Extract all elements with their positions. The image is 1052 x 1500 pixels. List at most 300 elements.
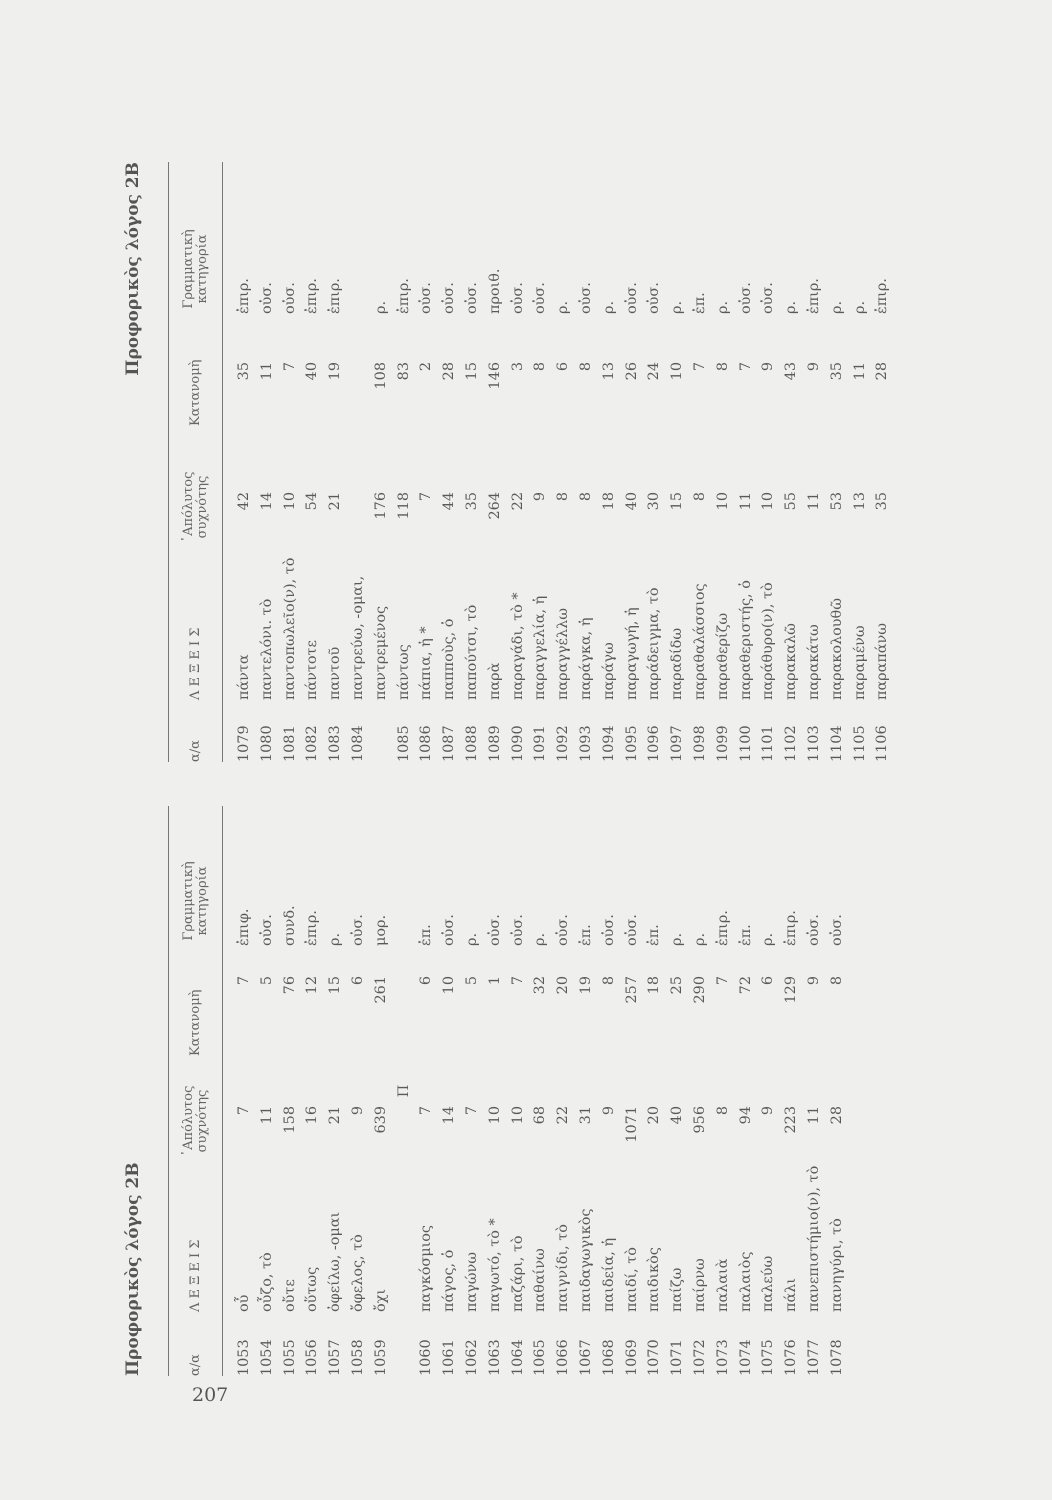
- entry-range: 8: [828, 976, 845, 986]
- entry-number: 1065: [532, 1339, 549, 1376]
- table-row: [302, 806, 325, 1376]
- entry-word: πανεπιστήμιο(ν), τὸ: [805, 1165, 822, 1312]
- entry-grammar-category: ἐπιρ.: [395, 278, 412, 314]
- entry-range: 25: [669, 976, 686, 995]
- column-header-frequency-line2: συχνότης: [195, 1089, 210, 1153]
- entry-range: 40: [304, 362, 321, 381]
- entry-frequency: 35: [874, 492, 891, 511]
- entry-word: παγώνω: [463, 1252, 480, 1312]
- entry-word: παράδειγμα, τὸ: [646, 587, 663, 700]
- entry-frequency: 7: [236, 1106, 252, 1116]
- entry-number: 1062: [463, 1339, 480, 1376]
- entry-range: 15: [463, 362, 480, 381]
- entry-grammar-category: ἐπιρ.: [304, 910, 321, 946]
- table-row: [530, 806, 553, 1376]
- header-rule-top: [168, 162, 169, 762]
- entry-number: 1056: [304, 1339, 321, 1376]
- entry-frequency: 8: [555, 492, 572, 502]
- entry-grammar-category: μορ.: [372, 914, 389, 946]
- entry-frequency: 68: [532, 1106, 549, 1125]
- header-rule-bottom: [222, 806, 223, 1376]
- entry-grammar-category: ἐπιρ.: [327, 278, 344, 314]
- table-row: [827, 806, 850, 1376]
- entry-range: 72: [737, 976, 754, 995]
- entry-grammar-category: ἐπιρ.: [714, 910, 731, 946]
- entry-range: 8: [600, 976, 617, 986]
- entry-number: 1070: [646, 1339, 663, 1376]
- entry-number: 1066: [555, 1339, 572, 1376]
- entry-frequency: 956: [691, 1106, 708, 1134]
- entry-word: παραπάνω: [874, 622, 891, 700]
- column-header-range: Κατανομὴ: [188, 359, 204, 426]
- table-row: [599, 162, 622, 762]
- entry-grammar-category: ρ.: [828, 300, 845, 314]
- entry-word: παντοπωλεῖο(ν), τὸ: [281, 557, 298, 700]
- entry-range: 19: [577, 976, 594, 995]
- entry-word: παιγνίδι, τὸ: [555, 1224, 572, 1312]
- entry-word: παπούτσι, τὸ: [463, 604, 480, 700]
- entry-grammar-category: οὐσ.: [509, 282, 526, 314]
- entry-word: παραγγέλλω: [555, 608, 572, 700]
- entry-number: 1067: [577, 1339, 594, 1376]
- entry-range: 11: [258, 362, 275, 381]
- entry-frequency: 14: [258, 492, 275, 511]
- entry-frequency: 30: [646, 492, 663, 511]
- table-row: [508, 806, 531, 1376]
- entry-number: 1053: [236, 1339, 252, 1376]
- entry-range: 35: [236, 362, 252, 381]
- entry-frequency: 11: [805, 1106, 822, 1125]
- table-row: [371, 162, 394, 762]
- entry-number: 1088: [463, 725, 480, 762]
- entry-frequency: 22: [555, 1106, 572, 1125]
- entry-word: οὖ: [236, 1294, 252, 1312]
- entry-frequency: 11: [737, 492, 754, 511]
- entry-range: 7: [236, 976, 252, 986]
- entry-word: παρακαλῶ: [783, 623, 800, 700]
- entry-frequency: 8: [577, 492, 594, 502]
- entry-frequency: 264: [486, 492, 503, 520]
- entry-number: 1100: [737, 725, 754, 762]
- entry-word: παράθυρο(ν), τὸ: [760, 582, 777, 700]
- entry-grammar-category: ρ.: [532, 932, 549, 946]
- entry-grammar-category: ρ.: [555, 300, 572, 314]
- entry-range: 5: [258, 976, 275, 986]
- entry-number: 1098: [691, 725, 708, 762]
- entry-frequency: 10: [760, 492, 777, 511]
- entry-frequency: 8: [691, 492, 708, 502]
- entry-frequency: 16: [304, 1106, 321, 1125]
- entry-grammar-category: οὐσ.: [441, 282, 458, 314]
- entry-word: οὖζο, τὸ: [258, 1252, 275, 1312]
- entry-range: 8: [532, 362, 549, 372]
- table-row: [781, 806, 804, 1376]
- entry-grammar-category: οὐσ.: [463, 282, 480, 314]
- entry-grammar-category: ἐπιρ.: [783, 910, 800, 946]
- entry-word: παλαιὸς: [737, 1251, 754, 1312]
- entry-number: 1081: [281, 725, 298, 762]
- entry-number: 1106: [874, 725, 891, 762]
- entry-frequency: 15: [669, 492, 686, 511]
- entry-word: παραθερίζω: [714, 612, 731, 700]
- entry-frequency: 22: [509, 492, 526, 511]
- entry-word: παιδαγωγικὸς: [577, 1208, 594, 1312]
- column-header-grammar-line2: κατηγορία: [195, 234, 210, 304]
- entry-grammar-category: οὐσ.: [646, 282, 663, 314]
- entry-number: 1086: [418, 725, 435, 762]
- column-header-no: α/α: [188, 1354, 204, 1376]
- entry-number: 1075: [760, 1339, 777, 1376]
- entry-number: 1069: [623, 1339, 640, 1376]
- entry-grammar-category: οὐσ.: [805, 914, 822, 946]
- entry-word: παρακάτω: [805, 624, 822, 700]
- running-head-right: Προφορικὸς λόγος 2Β: [123, 162, 143, 376]
- column-header-frequency-line1: ῾Απόλυτος: [181, 1085, 197, 1157]
- entry-word: παζάρι, τὸ: [509, 1235, 526, 1312]
- entry-frequency: 9: [600, 1106, 617, 1116]
- entry-range: 8: [714, 362, 731, 372]
- entry-grammar-category: οὐσ.: [600, 914, 617, 946]
- entry-word: παραγάδι, τὸ *: [509, 592, 526, 700]
- entry-frequency: 13: [851, 492, 868, 511]
- entry-number: 1073: [714, 1339, 731, 1376]
- entry-word: παντρεύω, -ομαι,: [349, 575, 366, 700]
- entry-grammar-category: οὐσ.: [623, 282, 640, 314]
- left-column-block: [0, 806, 1052, 1376]
- entry-number: 1089: [486, 725, 503, 762]
- table-row: [257, 806, 280, 1376]
- entry-range: 6: [760, 976, 777, 986]
- entry-frequency: 176: [372, 492, 389, 520]
- entry-frequency: 31: [577, 1106, 594, 1125]
- entry-word: ὄχι: [372, 1288, 389, 1312]
- entry-range: 7: [737, 362, 754, 372]
- entry-word: πάγος, ὁ: [441, 1249, 458, 1312]
- entry-range: 35: [828, 362, 845, 381]
- entry-frequency: 9: [532, 492, 549, 502]
- entry-grammar-category: ρ.: [327, 932, 344, 946]
- column-header-grammar-line2: κατηγορία: [195, 866, 210, 936]
- entry-number: 1095: [623, 725, 640, 762]
- entry-number: 1083: [327, 725, 344, 762]
- column-header-frequency: [176, 471, 216, 543]
- entry-word: οὕτως: [304, 1266, 321, 1312]
- entry-range: 5: [463, 976, 480, 986]
- entry-number: 1103: [805, 725, 822, 762]
- entry-range: 7: [714, 976, 731, 986]
- entry-frequency: 18: [600, 492, 617, 511]
- entry-number: 1071: [669, 1339, 686, 1376]
- table-row: [781, 162, 804, 762]
- table-row: [280, 806, 303, 1376]
- entry-number: 1063: [486, 1339, 503, 1376]
- entry-word: παντελόνι. τὸ: [258, 598, 275, 700]
- section-heading: [394, 806, 417, 1376]
- entry-grammar-category: οὐσ.: [349, 914, 366, 946]
- entry-range: 290: [691, 976, 708, 1004]
- table-row: [622, 806, 645, 1376]
- entry-number: 1061: [441, 1339, 458, 1376]
- entry-frequency: 10: [486, 1106, 503, 1125]
- entry-range: 146: [486, 362, 503, 390]
- entry-range: 19: [327, 362, 344, 381]
- table-row: [644, 806, 667, 1376]
- table-row: [553, 806, 576, 1376]
- entry-number: 1084: [349, 725, 366, 762]
- entry-range: 28: [874, 362, 891, 381]
- table-row: [462, 162, 485, 762]
- entry-range: 32: [532, 976, 549, 995]
- entry-number: 1057: [327, 1339, 344, 1376]
- section-letter: Π: [395, 1084, 412, 1098]
- entry-number: 1058: [349, 1339, 366, 1376]
- entry-range: 13: [600, 362, 617, 381]
- header-rule-top: [168, 806, 169, 1376]
- entry-word: παθαίνω: [532, 1248, 549, 1312]
- entry-frequency: 9: [349, 1106, 366, 1116]
- entry-number: 1077: [805, 1339, 822, 1376]
- entry-range: 6: [555, 362, 572, 372]
- entry-number: 1091: [532, 725, 549, 762]
- entry-grammar-category: οὐσ.: [532, 282, 549, 314]
- entry-number: 1072: [691, 1339, 708, 1376]
- entry-grammar-category: οὐσ.: [281, 282, 298, 314]
- entry-word: ὀφείλω, -ομαι: [327, 1211, 344, 1312]
- entry-range: 20: [555, 976, 572, 995]
- column-header-grammar-line1: Γραμματικὴ: [181, 229, 197, 309]
- entry-number: 1092: [555, 725, 572, 762]
- entry-range: 7: [281, 362, 298, 372]
- table-row: [462, 806, 485, 1376]
- entry-grammar-category: ρ.: [691, 932, 708, 946]
- entry-word: παραγγελία, ἡ: [532, 595, 549, 700]
- entry-grammar-category: οὐσ.: [828, 914, 845, 946]
- entry-grammar-category: οὐσ.: [555, 914, 572, 946]
- entry-word: παράγω: [600, 642, 617, 700]
- entry-word: παράγκα, ἡ: [577, 617, 594, 700]
- entry-range: 43: [783, 362, 800, 381]
- table-row: [690, 806, 713, 1376]
- entry-number: 1105: [851, 725, 868, 762]
- entry-grammar-category: ἐπ.: [577, 924, 594, 946]
- entry-number: 1099: [714, 725, 731, 762]
- entry-frequency: 35: [463, 492, 480, 511]
- entry-frequency: 21: [327, 492, 344, 511]
- entry-range: 11: [851, 362, 868, 381]
- table-row: [804, 806, 827, 1376]
- entry-word: πάντα: [236, 654, 252, 700]
- entry-range: 9: [805, 362, 822, 372]
- entry-frequency: 9: [760, 1106, 777, 1116]
- entry-word: παλαιὰ: [714, 1258, 731, 1312]
- column-header-grammar: [176, 224, 216, 314]
- table-row: [622, 162, 645, 762]
- entry-frequency: 10: [281, 492, 298, 511]
- entry-word: παραθαλάσσιος: [691, 583, 708, 700]
- entry-grammar-category: ἐπ.: [737, 924, 754, 946]
- entry-frequency: 158: [281, 1106, 298, 1134]
- entry-range: 28: [441, 362, 458, 381]
- column-header-range: Κατανομὴ: [188, 989, 204, 1056]
- entry-grammar-category: ρ.: [714, 300, 731, 314]
- entry-range: 257: [623, 976, 640, 1004]
- entry-number: 1055: [281, 1339, 298, 1376]
- entry-range: 9: [805, 976, 822, 986]
- entry-frequency: 42: [236, 492, 252, 511]
- entry-range: 18: [646, 976, 663, 995]
- entry-grammar-category: οὐσ.: [623, 914, 640, 946]
- entry-grammar-category: οὐσ.: [737, 282, 754, 314]
- entry-number: 1082: [304, 725, 321, 762]
- entry-number: 1101: [760, 725, 777, 762]
- entry-frequency: 21: [327, 1106, 344, 1125]
- entry-grammar-category: οὐσ.: [760, 282, 777, 314]
- table-row: [508, 162, 531, 762]
- entry-word: παιδί, τὸ: [623, 1247, 640, 1312]
- entry-number: 1064: [509, 1339, 526, 1376]
- entry-word: παραμένω: [851, 625, 868, 700]
- entry-number: 1090: [509, 725, 526, 762]
- entry-frequency: 7: [463, 1106, 480, 1116]
- entry-frequency: 7: [418, 1106, 435, 1116]
- entry-word: πανηγύρι, τὸ: [828, 1218, 845, 1312]
- table-row: [599, 806, 622, 1376]
- entry-number: 1074: [737, 1339, 754, 1376]
- entry-number: 1102: [783, 725, 800, 762]
- entry-grammar-category: ρ.: [372, 300, 389, 314]
- entry-frequency: 28: [828, 1106, 845, 1125]
- table-row: [850, 162, 873, 762]
- entry-frequency: 40: [623, 492, 640, 511]
- entry-word: πάντως: [395, 644, 412, 700]
- table-row: [280, 162, 303, 762]
- table-row: [667, 162, 690, 762]
- entry-range: 10: [669, 362, 686, 381]
- running-head-left: Προφορικὸς λόγος 2Β: [123, 1162, 143, 1376]
- column-header-grammar-line1: Γραμματικὴ: [181, 861, 197, 941]
- column-header-words: Λ Ε Ξ Ε Ι Σ: [188, 627, 204, 700]
- entry-number: 1078: [828, 1339, 845, 1376]
- column-header-frequency-line1: ῾Απόλυτος: [181, 471, 197, 543]
- entry-number: 1080: [258, 725, 275, 762]
- entry-grammar-category: ρ.: [600, 300, 617, 314]
- entry-word: παιδικὸς: [646, 1247, 663, 1312]
- entry-frequency: 7: [418, 492, 435, 502]
- entry-grammar-category: προιθ.: [486, 268, 503, 314]
- entry-grammar-category: ἐπ.: [691, 292, 708, 314]
- table-row: [234, 162, 257, 762]
- entry-range: 2: [418, 362, 435, 372]
- entry-grammar-category: ἐπ.: [646, 924, 663, 946]
- entry-grammar-category: ἐπιρ.: [304, 278, 321, 314]
- entry-range: 8: [577, 362, 594, 372]
- table-row: [257, 162, 280, 762]
- entry-number: 1059: [372, 1339, 389, 1376]
- entry-word: παρὰ: [486, 662, 503, 700]
- entry-word: ὄφελος, τὸ: [349, 1234, 366, 1312]
- entry-number: 1096: [646, 725, 663, 762]
- entry-word: παραγωγή, ἡ: [623, 607, 640, 700]
- entry-word: παπποὺς, ὁ: [441, 618, 458, 700]
- entry-range: 7: [691, 362, 708, 372]
- entry-grammar-category: ρ.: [783, 300, 800, 314]
- entry-grammar-category: ἐπιρ.: [236, 278, 252, 314]
- entry-number: 1085: [395, 725, 412, 762]
- table-row: [804, 162, 827, 762]
- entry-frequency: 10: [714, 492, 731, 511]
- table-row: [758, 806, 781, 1376]
- entry-frequency: 55: [783, 492, 800, 511]
- entry-grammar-category: ἐπ.: [418, 924, 435, 946]
- entry-grammar-category: οὐσ.: [486, 914, 503, 946]
- entry-range: 6: [349, 976, 366, 986]
- entry-number: 1097: [669, 725, 686, 762]
- table-row: [690, 162, 713, 762]
- entries-list-left: [234, 806, 850, 1376]
- entry-word: παιδεία, ἡ: [600, 1237, 617, 1312]
- header-rule-bottom: [222, 162, 223, 762]
- entry-range: 15: [327, 976, 344, 995]
- entry-number: 1076: [783, 1339, 800, 1376]
- entries-list-right: [234, 162, 895, 762]
- table-row: [736, 806, 759, 1376]
- entry-grammar-category: οὐσ.: [509, 914, 526, 946]
- entry-grammar-category: οὐσ.: [577, 282, 594, 314]
- table-row: [439, 162, 462, 762]
- right-column-block: [0, 162, 1052, 762]
- entry-frequency: 54: [304, 492, 321, 511]
- table-row: [576, 162, 599, 762]
- table-row: [553, 162, 576, 762]
- entry-number: 1104: [828, 725, 845, 762]
- entry-word: παρακολουθῶ: [828, 598, 845, 700]
- page-number: 207: [192, 1384, 229, 1406]
- table-row: [872, 162, 895, 762]
- entry-word: παίρνω: [691, 1258, 708, 1312]
- entry-grammar-category: ρ.: [463, 932, 480, 946]
- table-row: [394, 162, 417, 762]
- table-row: [713, 806, 736, 1376]
- entry-frequency: 53: [828, 492, 845, 511]
- entry-range: 24: [646, 362, 663, 381]
- entry-range: 7: [509, 976, 526, 986]
- entry-grammar-category: ἐπιρ.: [874, 278, 891, 314]
- entry-frequency: 20: [646, 1106, 663, 1125]
- entry-word: πάπια, ἡ *: [418, 626, 435, 700]
- table-row: [713, 162, 736, 762]
- entry-word: παντοῦ: [327, 646, 344, 700]
- table-row: [439, 806, 462, 1376]
- table-row: [325, 162, 348, 762]
- entry-word: παλεύω: [760, 1255, 777, 1312]
- column-header-words: Λ Ε Ξ Ε Ι Σ: [188, 1239, 204, 1312]
- entry-word: οὔτε: [281, 1279, 298, 1312]
- table-row: [827, 162, 850, 762]
- column-header-frequency-line2: συχνότης: [195, 475, 210, 539]
- entry-grammar-category: συνδ.: [281, 905, 298, 946]
- table-row: [485, 162, 508, 762]
- entry-grammar-category: οὐσ.: [418, 282, 435, 314]
- entry-word: παίζω: [669, 1267, 686, 1312]
- entry-range: 10: [441, 976, 458, 995]
- column-header-frequency: [176, 1085, 216, 1157]
- entry-number: 1087: [441, 725, 458, 762]
- entry-frequency: 1071: [623, 1106, 640, 1143]
- entry-grammar-category: οὐσ.: [258, 282, 275, 314]
- entry-grammar-category: ρ.: [669, 300, 686, 314]
- table-row: [325, 806, 348, 1376]
- entry-range: 9: [760, 362, 777, 372]
